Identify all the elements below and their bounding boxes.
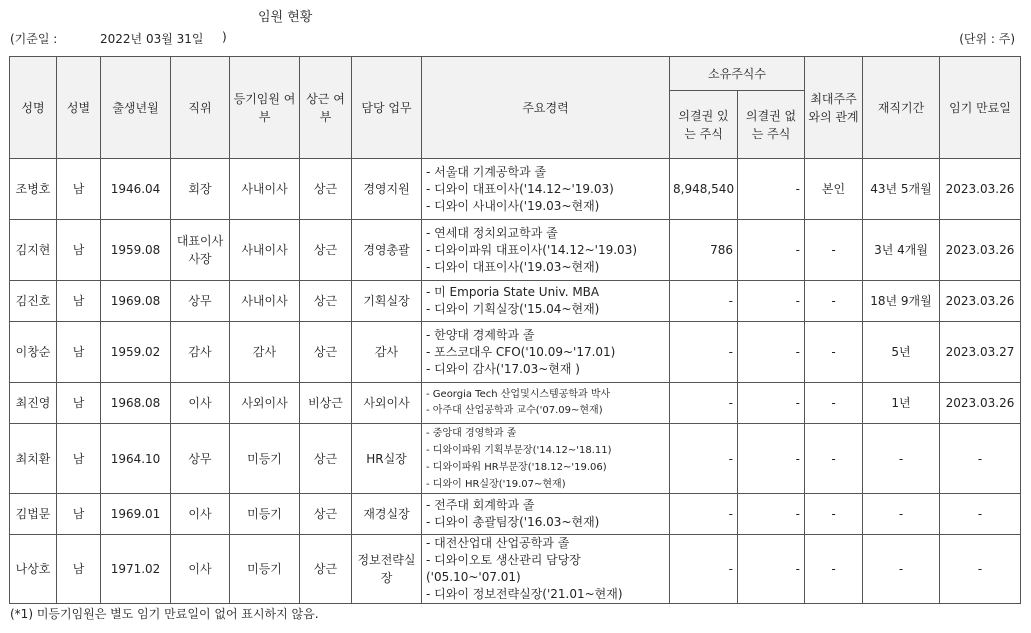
career-line: - 미 Emporia State Univ. MBA — [426, 285, 600, 299]
duty-cell: 정보전략실장 — [352, 535, 422, 604]
header-term-end: 임기 만료일 — [940, 57, 1021, 159]
nonvoting-shares-cell: - — [738, 494, 805, 535]
term-end-cell: - — [940, 424, 1021, 494]
career-line: - 디와이 대표이사('19.03~현재) — [426, 259, 600, 274]
term-end-cell: - — [940, 535, 1021, 604]
voting-shares-cell: - — [670, 383, 738, 424]
nonvoting-shares-cell: - — [738, 220, 805, 281]
career-cell — [422, 424, 670, 494]
birth-cell: 1968.08 — [101, 383, 171, 424]
relation-cell: - — [805, 220, 863, 281]
header-birth: 출생년월 — [101, 57, 171, 159]
nonvoting-shares-cell: - — [738, 281, 805, 322]
duty-cell: HR실장 — [352, 424, 422, 494]
page-title: 임원 현황 — [258, 10, 313, 25]
table-row — [10, 281, 1021, 322]
duty-cell: 재경실장 — [352, 494, 422, 535]
table-row — [10, 159, 1021, 220]
duty-cell: 경영총괄 — [352, 220, 422, 281]
relation-cell: 본인 — [805, 159, 863, 220]
header-career: 주요경력 — [422, 57, 670, 159]
position-cell: 이사 — [171, 383, 230, 424]
career-line: - 전주대 회계학과 졸 — [426, 498, 535, 512]
nonvoting-shares-cell: - — [738, 322, 805, 383]
career-cell — [422, 322, 670, 383]
career-line: - 서울대 기계공학과 졸 — [426, 164, 547, 179]
birth-cell: 1959.08 — [101, 220, 171, 281]
base-date-value: 2022년 03월 31일 — [100, 32, 204, 46]
header-shares-voting: 의결권 있는 주식 — [670, 91, 738, 159]
table-row — [10, 383, 1021, 424]
term-end-cell: 2023.03.27 — [940, 322, 1021, 383]
position-cell: 상무 — [171, 281, 230, 322]
name-cell: 김법문 — [10, 494, 57, 535]
name-cell: 나상호 — [10, 535, 57, 604]
term-end-cell: 2023.03.26 — [940, 281, 1021, 322]
relation-cell: - — [805, 281, 863, 322]
registered-cell: 사내이사 — [230, 281, 300, 322]
header-gender: 성별 — [57, 57, 101, 159]
header-duty: 담당 업무 — [352, 57, 422, 159]
name-cell: 김지현 — [10, 220, 57, 281]
registered-cell: 사외이사 — [230, 383, 300, 424]
position-cell: 이사 — [171, 494, 230, 535]
birth-cell: 1969.01 — [101, 494, 171, 535]
footnote: (*1) 미등기임원은 별도 임기 만료일이 없어 표시하지 않음. — [10, 607, 319, 621]
nonvoting-shares-cell: - — [738, 383, 805, 424]
table-row — [10, 322, 1021, 383]
registered-cell: 사내이사 — [230, 220, 300, 281]
header-relation: 최대주주 와의 관계 — [805, 57, 863, 159]
career-cell — [422, 383, 670, 424]
career-line: - 디와이파워 HR부문장('18.12~'19.06) — [426, 461, 607, 473]
tenure-cell: 1년 — [863, 383, 940, 424]
relation-cell: - — [805, 535, 863, 604]
nonvoting-shares-cell: - — [738, 159, 805, 220]
fulltime-cell: 상근 — [300, 220, 352, 281]
header-registered: 등기임원 여부 — [230, 57, 300, 159]
tenure-cell: - — [863, 424, 940, 494]
career-line: - 디와이 총괄팀장('16.03~현재) — [426, 515, 600, 529]
career-cell — [422, 494, 670, 535]
base-date — [10, 30, 227, 47]
position-cell: 상무 — [171, 424, 230, 494]
table-row — [10, 424, 1021, 494]
duty-cell: 사외이사 — [352, 383, 422, 424]
tenure-cell: 43년 5개월 — [863, 159, 940, 220]
gender-cell: 남 — [57, 159, 101, 220]
birth-cell: 1946.04 — [101, 159, 171, 220]
career-line: - 디와이 정보전략실장('21.01~현재) — [426, 587, 623, 601]
career-line: - 디와이파워 대표이사('14.12~'19.03) — [426, 242, 638, 257]
header-tenure: 재직기간 — [863, 57, 940, 159]
voting-shares-cell: 8,948,540 — [670, 159, 738, 220]
fulltime-cell: 상근 — [300, 535, 352, 604]
executive-table — [9, 56, 1021, 604]
voting-shares-cell: - — [670, 281, 738, 322]
position-cell: 대표이사 사장 — [171, 220, 230, 281]
fulltime-cell: 상근 — [300, 424, 352, 494]
base-date-close: ) — [222, 30, 227, 44]
career-line: - 디와이 대표이사('14.12~'19.03) — [426, 181, 614, 196]
career-cell — [422, 281, 670, 322]
career-line: - 디와이 감사('17.03~현재 ) — [426, 361, 580, 376]
relation-cell: - — [805, 383, 863, 424]
registered-cell: 사내이사 — [230, 159, 300, 220]
voting-shares-cell: - — [670, 535, 738, 604]
gender-cell: 남 — [57, 322, 101, 383]
career-line: - 디와이 기획실장('15.04~현재) — [426, 302, 600, 316]
voting-shares-cell: - — [670, 424, 738, 494]
relation-cell: - — [805, 494, 863, 535]
term-end-cell: 2023.03.26 — [940, 383, 1021, 424]
header-name: 성명 — [10, 57, 57, 159]
base-date-label: (기준일 : — [10, 32, 58, 46]
career-cell — [422, 220, 670, 281]
gender-cell: 남 — [57, 383, 101, 424]
unit-label: (단위 : 주) — [959, 32, 1015, 46]
birth-cell: 1959.02 — [101, 322, 171, 383]
position-cell: 회장 — [171, 159, 230, 220]
gender-cell: 남 — [57, 494, 101, 535]
relation-cell: - — [805, 424, 863, 494]
name-cell: 김진호 — [10, 281, 57, 322]
registered-cell: 미등기 — [230, 494, 300, 535]
birth-cell: 1969.08 — [101, 281, 171, 322]
registered-cell: 미등기 — [230, 424, 300, 494]
registered-cell: 감사 — [230, 322, 300, 383]
registered-cell: 미등기 — [230, 535, 300, 604]
gender-cell: 남 — [57, 424, 101, 494]
relation-cell: - — [805, 322, 863, 383]
tenure-cell: 3년 4개월 — [863, 220, 940, 281]
nonvoting-shares-cell: - — [738, 535, 805, 604]
header-shares: 소유주식수 — [670, 57, 805, 91]
tenure-cell: - — [863, 535, 940, 604]
career-line: - 디와이파워 기획부문장('14.12~'18.11) — [426, 444, 612, 456]
fulltime-cell: 상근 — [300, 159, 352, 220]
position-cell: 감사 — [171, 322, 230, 383]
gender-cell: 남 — [57, 220, 101, 281]
name-cell: 최진영 — [10, 383, 57, 424]
nonvoting-shares-cell: - — [738, 424, 805, 494]
header-position: 직위 — [171, 57, 230, 159]
career-line: - 한양대 경제학과 졸 — [426, 327, 535, 342]
tenure-cell: 5년 — [863, 322, 940, 383]
fulltime-cell: 비상근 — [300, 383, 352, 424]
term-end-cell: - — [940, 494, 1021, 535]
tenure-cell: - — [863, 494, 940, 535]
term-end-cell: 2023.03.26 — [940, 159, 1021, 220]
fulltime-cell: 상근 — [300, 281, 352, 322]
career-line: - 연세대 정치외교학과 졸 — [426, 225, 558, 240]
table-row — [10, 494, 1021, 535]
career-line: - 디와이오토 생산관리 담당장('05.10~'07.01) — [426, 553, 581, 584]
career-line: - 디와이 사내이사('19.03~현재) — [426, 198, 600, 213]
table-row — [10, 220, 1021, 281]
name-cell: 이창순 — [10, 322, 57, 383]
birth-cell: 1964.10 — [101, 424, 171, 494]
fulltime-cell: 상근 — [300, 322, 352, 383]
fulltime-cell: 상근 — [300, 494, 352, 535]
career-cell — [422, 535, 670, 604]
career-line: - 아주대 산업공학과 교수('07.09~현재) — [426, 405, 603, 416]
position-cell: 이사 — [171, 535, 230, 604]
term-end-cell: 2023.03.26 — [940, 220, 1021, 281]
career-line: - 대전산업대 산업공학과 졸 — [426, 536, 570, 550]
header-fulltime: 상근 여부 — [300, 57, 352, 159]
gender-cell: 남 — [57, 281, 101, 322]
voting-shares-cell: - — [670, 494, 738, 535]
career-line: - 디와이 HR실장('19.07~현재) — [426, 478, 566, 490]
career-line: - Georgia Tech 산업및시스템공학과 박사 — [426, 389, 611, 400]
career-line: - 중앙대 경영학과 졸 — [426, 427, 517, 439]
duty-cell: 감사 — [352, 322, 422, 383]
duty-cell: 기획실장 — [352, 281, 422, 322]
duty-cell: 경영지원 — [352, 159, 422, 220]
voting-shares-cell: 786 — [670, 220, 738, 281]
voting-shares-cell: - — [670, 322, 738, 383]
gender-cell: 남 — [57, 535, 101, 604]
table-row — [10, 535, 1021, 604]
header-shares-nonvoting: 의결권 없는 주식 — [738, 91, 805, 159]
career-line: - 포스코대우 CFO('10.09~'17.01) — [426, 344, 616, 359]
career-cell — [422, 159, 670, 220]
tenure-cell: 18년 9개월 — [863, 281, 940, 322]
name-cell: 조병호 — [10, 159, 57, 220]
name-cell: 최치환 — [10, 424, 57, 494]
birth-cell: 1971.02 — [101, 535, 171, 604]
